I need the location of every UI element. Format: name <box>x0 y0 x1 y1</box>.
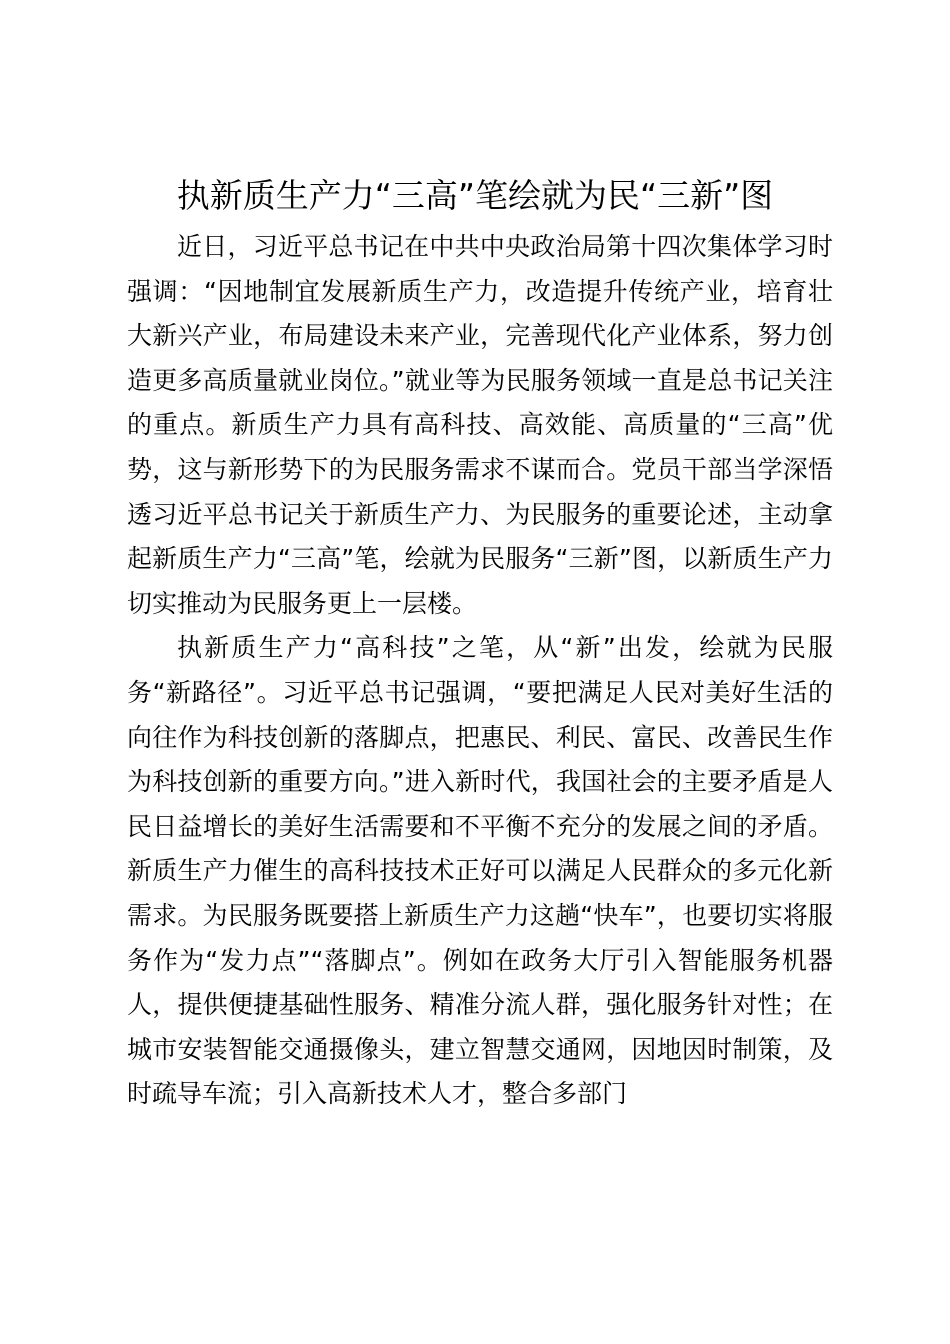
document-title: 执新质生产力“三高”笔绘就为民“三新”图 <box>176 176 774 215</box>
document-body <box>127 225 833 1117</box>
paragraph-2: 执新质生产力“高科技”之笔，从“新”出发，绘就为民服务“新路径”。习近平总书记强调，“要把满足人民对美好生活的向往作为科技创新的落脚点，把惠民、利民、富民、改善民生作为科技创新的重要方向。”进入新时代，我国社会的主要矛盾是人民日益增长的美好生活需要和不平衡不充分的发展之间的矛盾。新质生产力催生的高科技技术正好可以满足人民群众的多元化新需求。为民服务既要搭上新质生产力这趟“快车”，也要切实将服务作为“发力点”“落脚点”。例如在政务大厅引入智能服务机器人，提供便捷基础性服务、精准分流人群，强化服务针对性；在城市安装智能交通摄像头，建立智慧交通网，因地因时制策，及时疏导车流；引入高新技术人才，整合多部门 <box>127 633 833 1109</box>
paragraph-1: 近日，习近平总书记在中共中央政治局第十四次集体学习时强调：“因地制宜发展新质生产力，改造提升传统产业，培育壮大新兴产业，布局建设未来产业，完善现代化产业体系，努力创造更多高质量就业岗位。”就业等为民服务领域一直是总书记关注的重点。新质生产力具有高科技、高效能、高质量的“三高”优势，这与新形势下的为民服务需求不谋而合。党员干部当学深悟透习近平总书记关于新质生产力、为民服务的重要论述，主动拿起新质生产力“三高”笔，绘就为民服务“三新”图，以新质生产力切实推动为民服务更上一层楼。 <box>127 232 833 618</box>
